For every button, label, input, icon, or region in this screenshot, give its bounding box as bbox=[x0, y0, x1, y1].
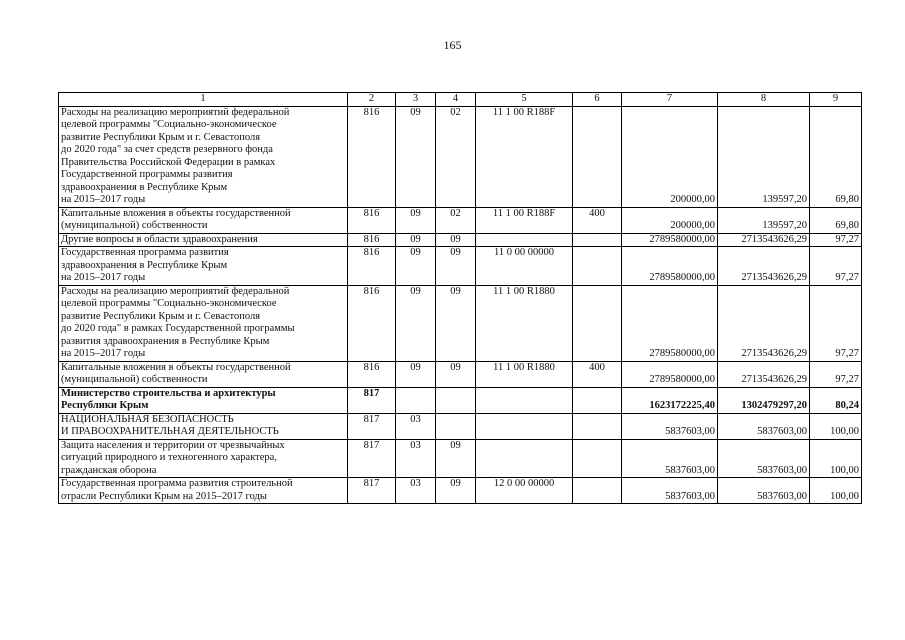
header-cell: 2 bbox=[348, 93, 396, 107]
table-row bbox=[59, 247, 862, 286]
execution-percent: 97,27 bbox=[810, 285, 862, 361]
planned-amount: 2789580000,00 bbox=[622, 285, 718, 361]
expense-type-code bbox=[573, 413, 622, 439]
ministry-code: 817 bbox=[348, 387, 396, 413]
expense-type-code bbox=[573, 387, 622, 413]
target-article-code: 11 0 00 00000 bbox=[476, 247, 573, 286]
execution-percent: 80,24 bbox=[810, 387, 862, 413]
row-description: Расходы на реализацию мероприятий федеральной целевой программы "Социально-экономическое развитие Республики Крым и г. Севастополя до 2020 года" за счет средств резервного фонда Правительства Российской Федерации в рамках Государственной программы развития здравоохранения в Республике Крым на 2015–2017 годы bbox=[59, 106, 348, 207]
table-row bbox=[59, 106, 862, 207]
section-code: 09 bbox=[396, 285, 436, 361]
subsection-code: 02 bbox=[436, 106, 476, 207]
budget-table bbox=[58, 92, 862, 504]
page-number: 165 bbox=[443, 38, 462, 52]
subsection-code: 09 bbox=[436, 478, 476, 504]
subsection-code: 09 bbox=[436, 285, 476, 361]
target-article-code bbox=[476, 387, 573, 413]
planned-amount: 2789580000,00 bbox=[622, 247, 718, 286]
section-code: 09 bbox=[396, 106, 436, 207]
executed-amount: 5837603,00 bbox=[718, 439, 810, 478]
execution-percent: 100,00 bbox=[810, 478, 862, 504]
header-cell: 4 bbox=[436, 93, 476, 107]
executed-amount: 2713543626,29 bbox=[718, 361, 810, 387]
header-cell: 1 bbox=[59, 93, 348, 107]
execution-percent: 97,27 bbox=[810, 247, 862, 286]
table-row bbox=[59, 478, 862, 504]
subsection-code bbox=[436, 387, 476, 413]
executed-amount: 139597,20 bbox=[718, 207, 810, 233]
table-row bbox=[59, 285, 862, 361]
table-header-row bbox=[59, 93, 862, 107]
section-code bbox=[396, 387, 436, 413]
target-article-code bbox=[476, 413, 573, 439]
subsection-code: 09 bbox=[436, 361, 476, 387]
expense-type-code: 400 bbox=[573, 361, 622, 387]
subsection-code: 02 bbox=[436, 207, 476, 233]
ministry-code: 816 bbox=[348, 361, 396, 387]
expense-type-code bbox=[573, 285, 622, 361]
ministry-code: 816 bbox=[348, 285, 396, 361]
target-article-code: 11 1 00 R188F bbox=[476, 106, 573, 207]
expense-type-code bbox=[573, 247, 622, 286]
executed-amount: 2713543626,29 bbox=[718, 285, 810, 361]
target-article-code: 11 1 00 R188F bbox=[476, 207, 573, 233]
table-row bbox=[59, 233, 862, 247]
expense-type-code bbox=[573, 106, 622, 207]
execution-percent: 97,27 bbox=[810, 233, 862, 247]
ministry-code: 816 bbox=[348, 106, 396, 207]
table-row bbox=[59, 361, 862, 387]
executed-amount: 5837603,00 bbox=[718, 478, 810, 504]
ministry-code: 816 bbox=[348, 233, 396, 247]
table-row bbox=[59, 439, 862, 478]
expense-type-code bbox=[573, 439, 622, 478]
planned-amount: 2789580000,00 bbox=[622, 233, 718, 247]
planned-amount: 1623172225,40 bbox=[622, 387, 718, 413]
expense-type-code bbox=[573, 233, 622, 247]
table-row bbox=[59, 207, 862, 233]
header-cell: 6 bbox=[573, 93, 622, 107]
header-cell: 7 bbox=[622, 93, 718, 107]
target-article-code bbox=[476, 233, 573, 247]
header-cell: 9 bbox=[810, 93, 862, 107]
planned-amount: 5837603,00 bbox=[622, 413, 718, 439]
row-description: Государственная программа развития строительной отрасли Республики Крым на 2015–2017 годы bbox=[59, 478, 348, 504]
section-code: 09 bbox=[396, 361, 436, 387]
execution-percent: 100,00 bbox=[810, 439, 862, 478]
executed-amount: 139597,20 bbox=[718, 106, 810, 207]
section-code: 03 bbox=[396, 478, 436, 504]
target-article-code: 11 1 00 R1880 bbox=[476, 285, 573, 361]
ministry-code: 817 bbox=[348, 413, 396, 439]
section-code: 03 bbox=[396, 439, 436, 478]
subsection-code bbox=[436, 413, 476, 439]
row-description: Министерство строительства и архитектуры Республики Крым bbox=[59, 387, 348, 413]
planned-amount: 5837603,00 bbox=[622, 478, 718, 504]
execution-percent: 69,80 bbox=[810, 207, 862, 233]
subsection-code: 09 bbox=[436, 439, 476, 478]
subsection-code: 09 bbox=[436, 247, 476, 286]
target-article-code: 11 1 00 R1880 bbox=[476, 361, 573, 387]
subsection-code: 09 bbox=[436, 233, 476, 247]
ministry-code: 816 bbox=[348, 247, 396, 286]
section-code: 03 bbox=[396, 413, 436, 439]
executed-amount: 2713543626,29 bbox=[718, 247, 810, 286]
execution-percent: 100,00 bbox=[810, 413, 862, 439]
expense-type-code: 400 bbox=[573, 207, 622, 233]
header-cell: 5 bbox=[476, 93, 573, 107]
table-row bbox=[59, 387, 862, 413]
row-description: Государственная программа развития здравоохранения в Республике Крым на 2015–2017 годы bbox=[59, 247, 348, 286]
executed-amount: 2713543626,29 bbox=[718, 233, 810, 247]
section-code: 09 bbox=[396, 207, 436, 233]
header-cell: 3 bbox=[396, 93, 436, 107]
executed-amount: 1302479297,20 bbox=[718, 387, 810, 413]
planned-amount: 2789580000,00 bbox=[622, 361, 718, 387]
table-row bbox=[59, 413, 862, 439]
ministry-code: 816 bbox=[348, 207, 396, 233]
section-code: 09 bbox=[396, 233, 436, 247]
executed-amount: 5837603,00 bbox=[718, 413, 810, 439]
planned-amount: 5837603,00 bbox=[622, 439, 718, 478]
header-cell: 8 bbox=[718, 93, 810, 107]
row-description: Капитальные вложения в объекты государственной (муниципальной) собственности bbox=[59, 207, 348, 233]
target-article-code: 12 0 00 00000 bbox=[476, 478, 573, 504]
row-description: Другие вопросы в области здравоохранения bbox=[59, 233, 348, 247]
row-description: НАЦИОНАЛЬНАЯ БЕЗОПАСНОСТЬ И ПРАВООХРАНИТЕЛЬНАЯ ДЕЯТЕЛЬНОСТЬ bbox=[59, 413, 348, 439]
section-code: 09 bbox=[396, 247, 436, 286]
row-description: Защита населения и территории от чрезвычайных ситуаций природного и техногенного характера, гражданская оборона bbox=[59, 439, 348, 478]
ministry-code: 817 bbox=[348, 478, 396, 504]
planned-amount: 200000,00 bbox=[622, 106, 718, 207]
row-description: Расходы на реализацию мероприятий федеральной целевой программы "Социально-экономическое развитие Республики Крым и г. Севастополя до 2020 года" в рамках Государственной программы развития здравоохранения в Республике Крым на 2015–2017 годы bbox=[59, 285, 348, 361]
ministry-code: 817 bbox=[348, 439, 396, 478]
target-article-code bbox=[476, 439, 573, 478]
planned-amount: 200000,00 bbox=[622, 207, 718, 233]
row-description: Капитальные вложения в объекты государственной (муниципальной) собственности bbox=[59, 361, 348, 387]
execution-percent: 69,80 bbox=[810, 106, 862, 207]
execution-percent: 97,27 bbox=[810, 361, 862, 387]
expense-type-code bbox=[573, 478, 622, 504]
